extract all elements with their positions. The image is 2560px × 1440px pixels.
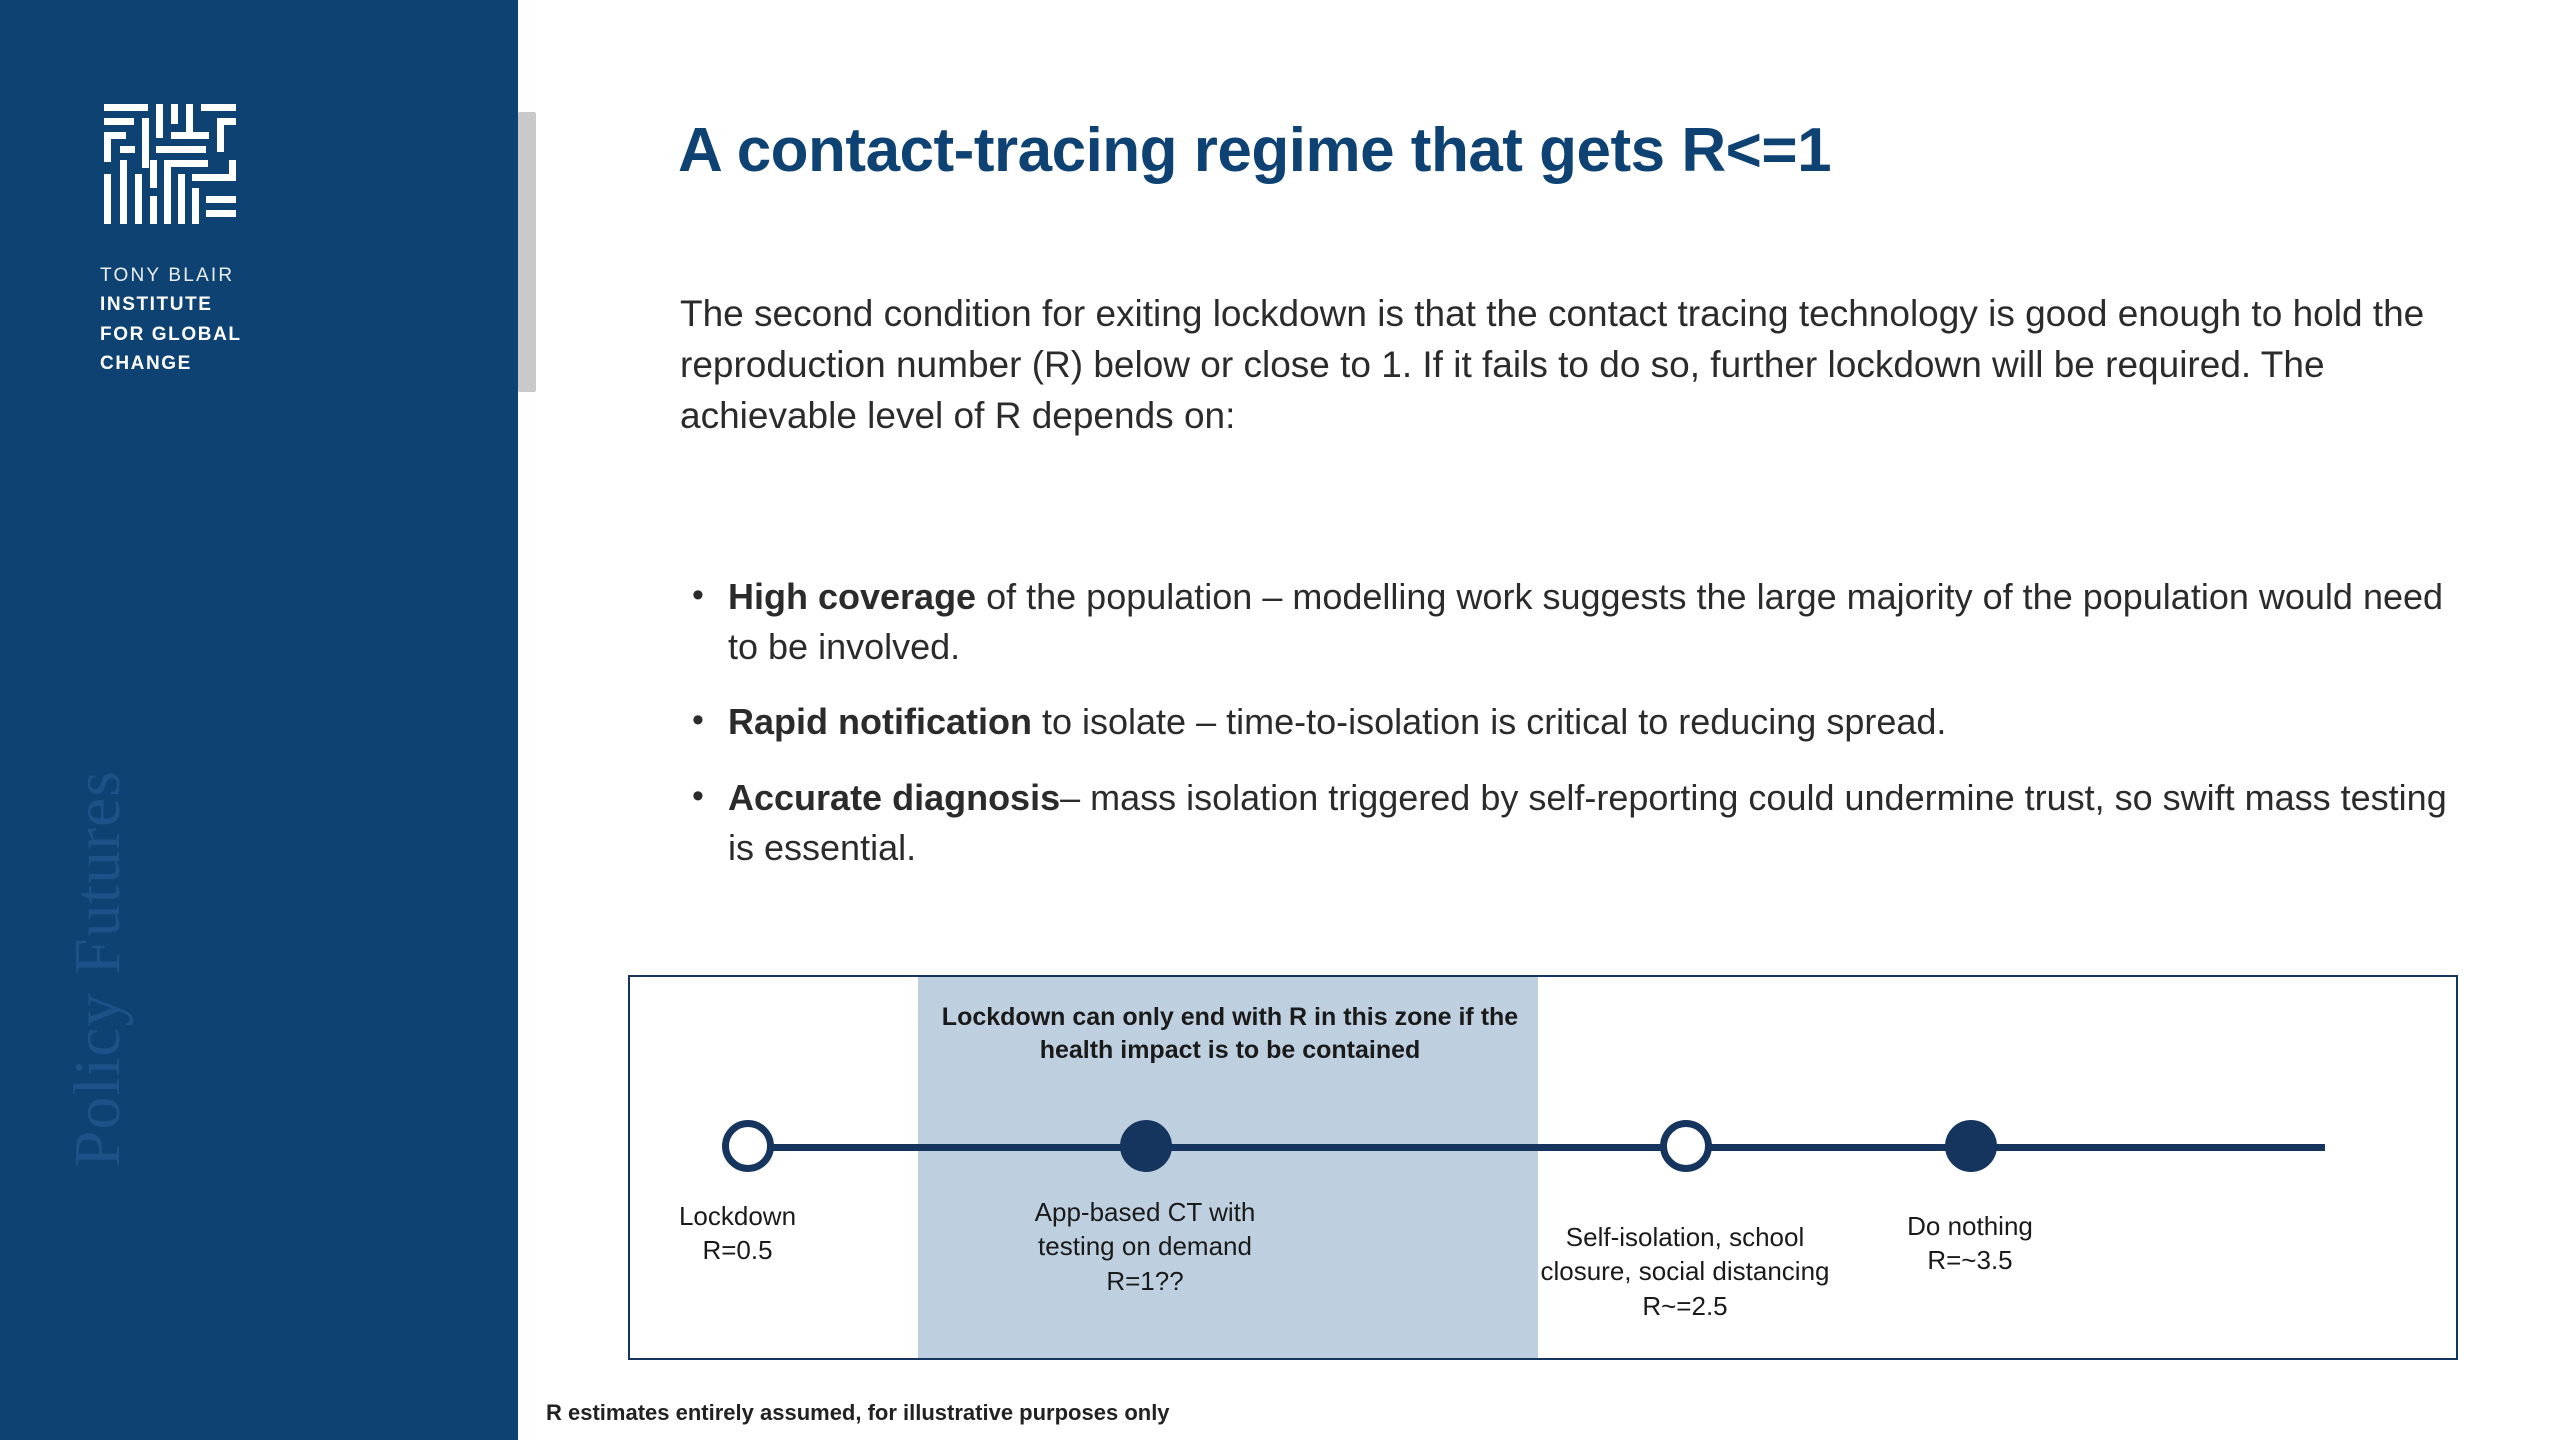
bullet-text [728, 773, 2480, 872]
tbi-maze-logo-icon [100, 100, 240, 228]
list-item [680, 773, 2480, 872]
zone-label: Lockdown can only end with R in this zone if the health impact is to be contained [941, 1003, 1519, 1064]
sidebar [0, 0, 518, 1440]
list-item [680, 697, 2480, 747]
bullet-lead: Accurate diagnosis [728, 777, 1061, 819]
bullet-rest: – mass isolation triggered by self-reporting could undermine trust, so swift mass testing is essential. [728, 777, 2447, 868]
bullet-marker: • [692, 576, 704, 614]
bullet-lead: High coverage [728, 576, 977, 617]
bullet-text [728, 697, 2480, 747]
node-label-lockdown: Lockdown R=0.5 [678, 1201, 797, 1266]
brand-line-4: CHANGE [100, 353, 192, 375]
node-self-isolation [1660, 1120, 1712, 1172]
bullet-rest: to isolate – time-to-isolation is critical to reducing spread. [1031, 701, 1947, 743]
bullet-marker: • [692, 777, 704, 816]
node-label-do-nothing: Do nothing R=~3.5 [1907, 1211, 2033, 1276]
brand-line-2: INSTITUTE [100, 294, 213, 316]
footnote: R estimates entirely assumed, for illustrative purposes only [546, 1400, 1170, 1425]
node-label-self-isolation: Self-isolation, school closure, social distancing R~=2.5 [1540, 1222, 1830, 1321]
brand-logo [100, 100, 250, 379]
brand-wordmark [100, 261, 250, 379]
r-scale-diagram [628, 975, 2458, 1360]
axis-line [750, 1144, 2325, 1151]
node-app-based-ct [1120, 1120, 1172, 1172]
bullet-list [680, 572, 2480, 898]
page-title: A contact-tracing regime that gets R<=1 [678, 116, 1832, 185]
list-item [680, 572, 2480, 671]
node-label-app-based-ct: App-based CT with testing on demand R=1?? [1034, 1197, 1256, 1296]
node-lockdown [722, 1120, 774, 1172]
node-do-nothing [1945, 1120, 1997, 1172]
slide-content [518, 0, 2560, 1440]
bullet-text [728, 572, 2480, 671]
bullet-lead: Rapid notification [728, 701, 1032, 743]
brand-line-1: TONY BLAIR [100, 265, 235, 286]
intro-paragraph: The second condition for exiting lockdown is that the contact tracing technology is good enough to hold the reproduction number (R) below or close to 1. If it fails to do so, further lockdown will be required. The achievable level of R depends on: [680, 293, 2425, 437]
bullet-rest: of the population – modelling work suggests the large majority of the population would need to be involved. [728, 576, 2444, 667]
vertical-brand-label: Policy Futures [61, 770, 134, 1168]
brand-line-3: FOR GLOBAL [100, 323, 242, 345]
bullet-marker: • [692, 701, 704, 740]
